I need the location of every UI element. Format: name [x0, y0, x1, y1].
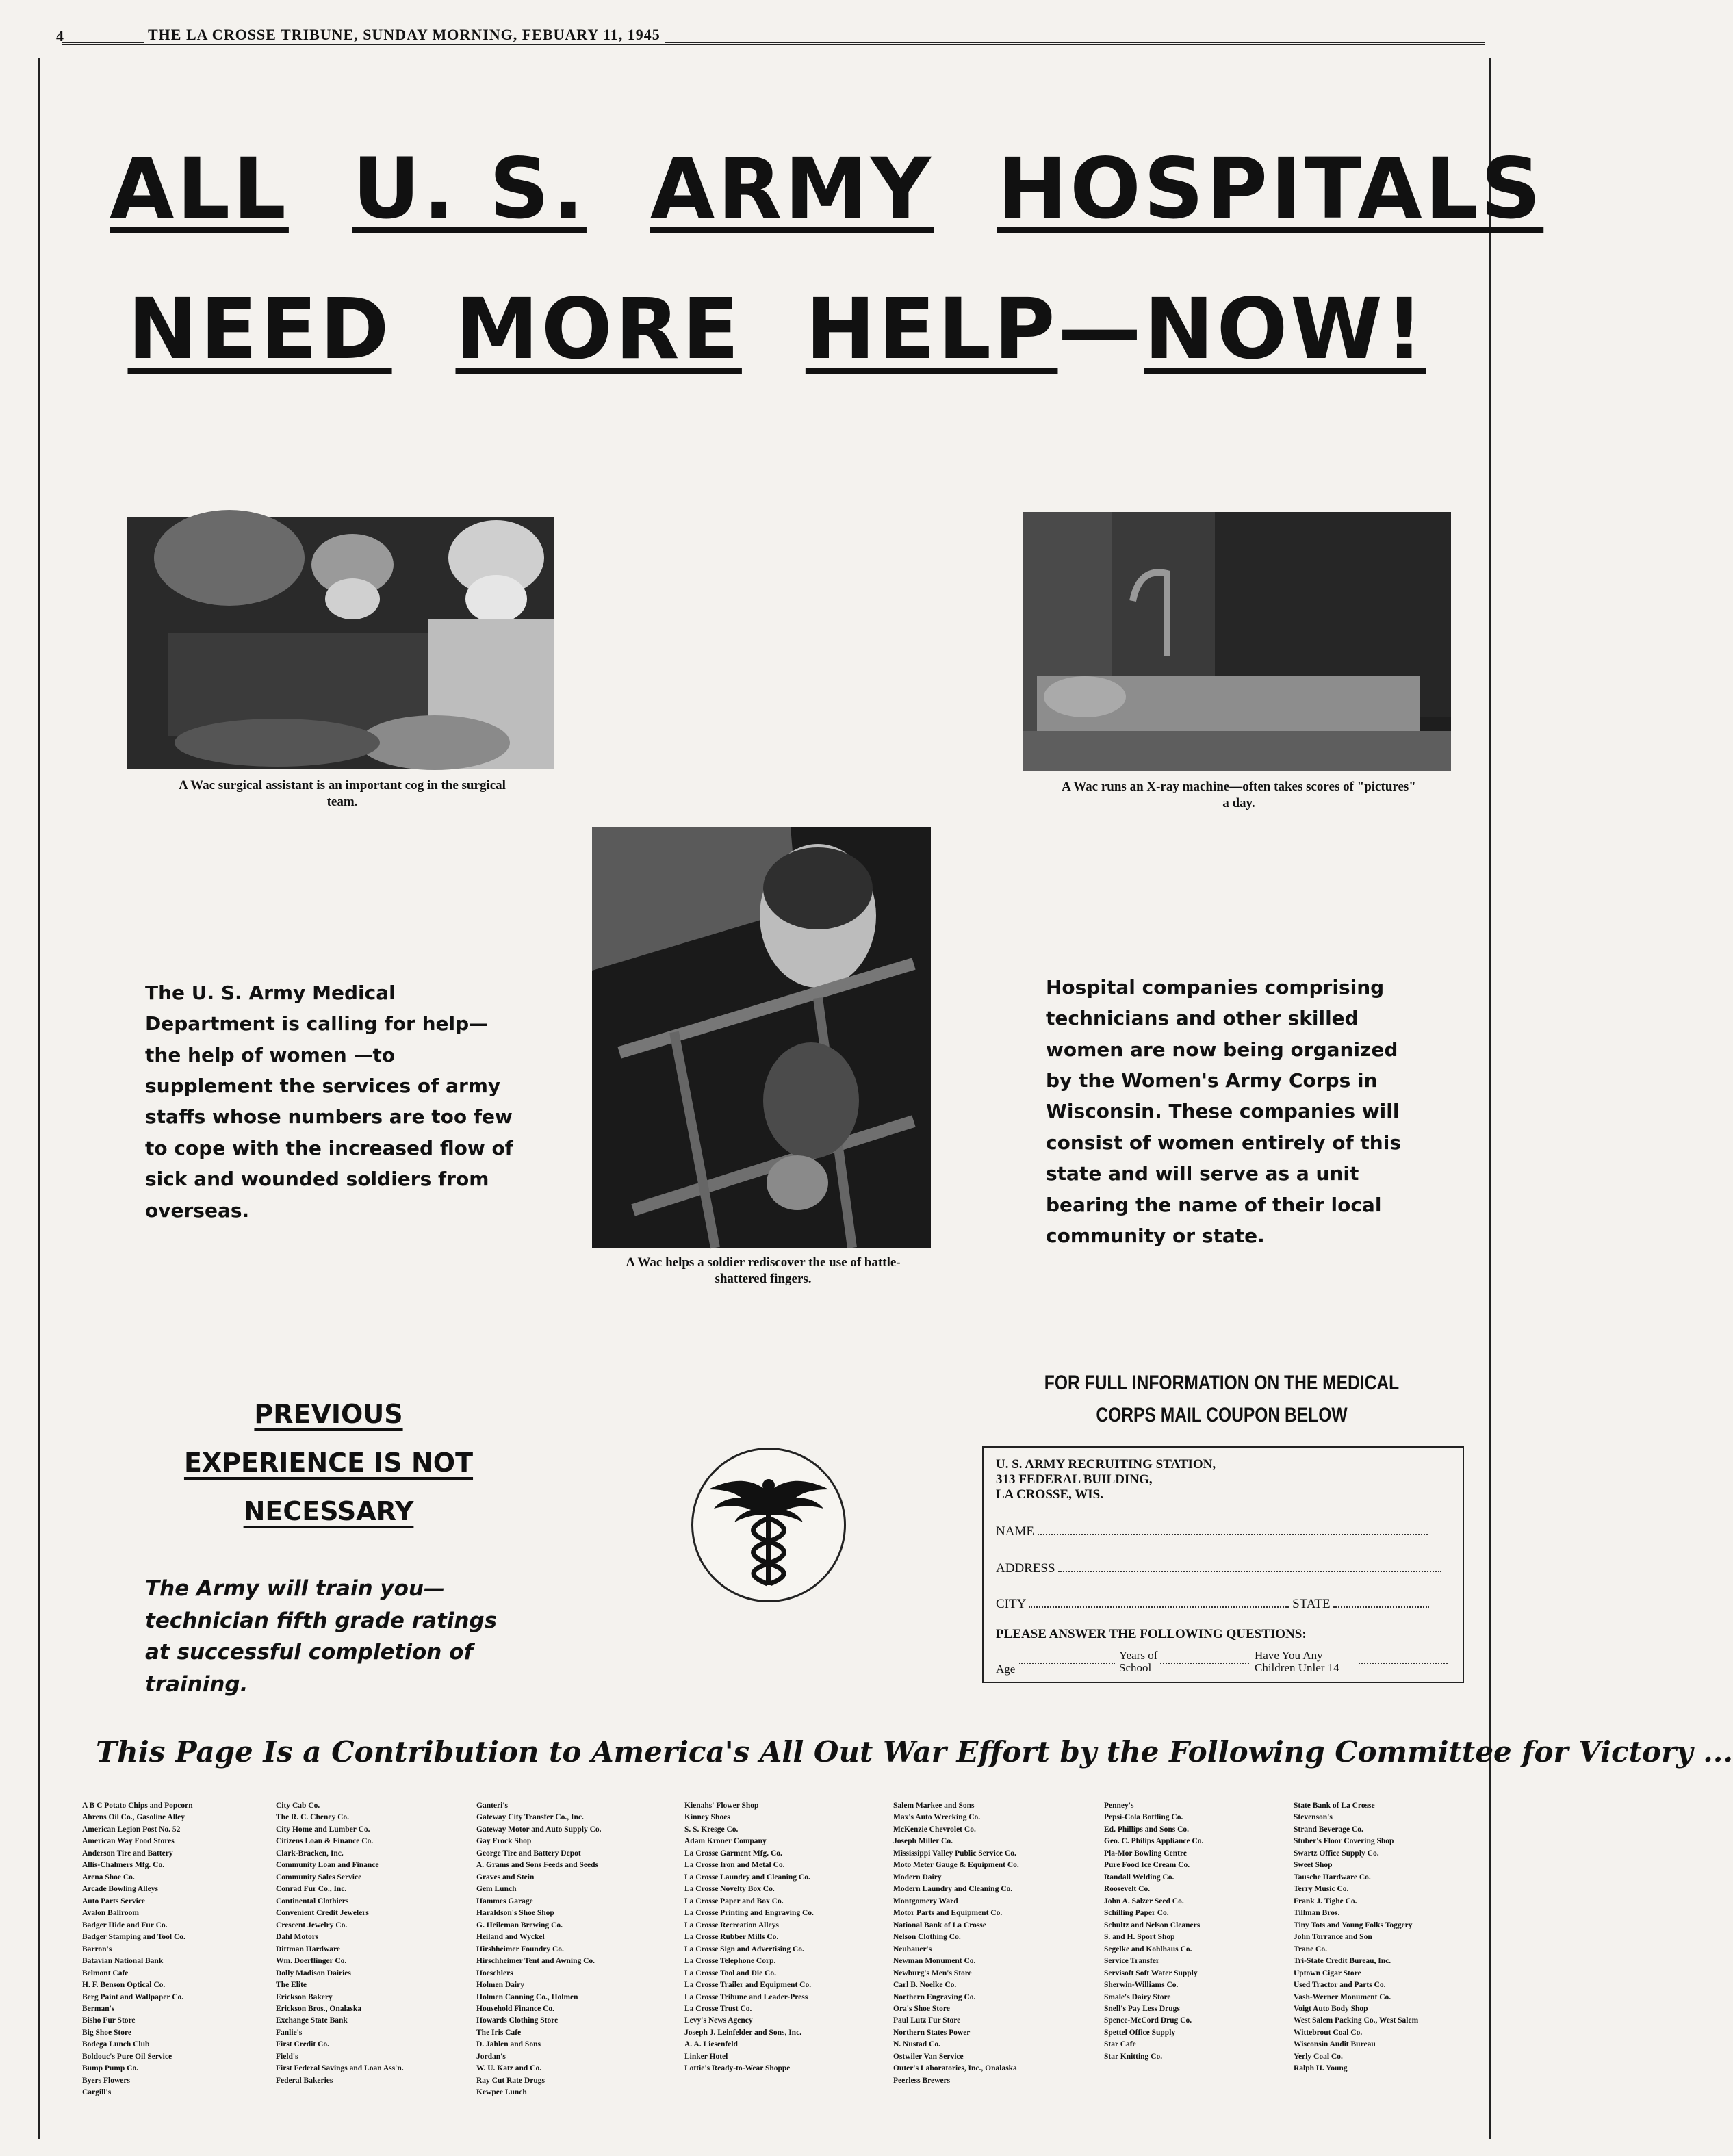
sponsor-name: Smale's Dairy Store [1104, 1992, 1171, 2001]
sponsor-name: Kinney Shoes [684, 1813, 730, 1822]
sponsor-name: Graves and Stein [476, 1873, 535, 1882]
sponsor-name: Montgomery Ward [893, 1897, 958, 1905]
surgical-caption: A Wac surgical assistant is an important cog in the surgical team. [179, 778, 506, 809]
sponsor-name: Nelson Clothing Co. [893, 1933, 961, 1942]
sponsor-name: Holmen Dairy [476, 1981, 524, 1990]
sponsor-name: Spence-McCord Drug Co. [1104, 2016, 1192, 2025]
sponsor-name: Snell's Pay Less Drugs [1104, 2004, 1180, 2013]
xray-photo [1023, 512, 1451, 771]
page-number: 4 [56, 27, 64, 44]
coupon-name-row [996, 1524, 1453, 1539]
sponsor-name: D. Jahlen and Sons [476, 2040, 541, 2049]
sponsor-name: Frank J. Tighe Co. [1294, 1897, 1357, 1905]
headline-word: HELP [805, 281, 1058, 378]
sponsor-name: The R. C. Cheney Co. [276, 1813, 350, 1822]
sponsor-name: Holmen Canning Co., Holmen [476, 1992, 578, 2001]
sponsor-name: Wisconsin Audit Bureau [1294, 2040, 1376, 2049]
sponsor-name: Badger Hide and Fur Co. [82, 1921, 168, 1929]
sponsor-name: Ray Cut Rate Drugs [476, 2076, 545, 2085]
name-label: NAME [996, 1524, 1034, 1539]
sponsor-name: Field's [276, 2052, 298, 2061]
sponsor-name: Lottie's Ready-to-Wear Shoppe [684, 2064, 791, 2073]
sponsor-name: La Crosse Printing and Engraving Co. [684, 1909, 814, 1918]
sponsor-name: Penney's [1104, 1801, 1134, 1810]
sponsor-name: Salem Markee and Sons [893, 1801, 975, 1810]
sponsor-name: S. S. Kresge Co. [684, 1825, 739, 1834]
sponsor-name: La Crosse Laundry and Cleaning Co. [684, 1873, 810, 1882]
sponsor-name: G. Heileman Brewing Co. [476, 1921, 563, 1929]
headline-line-1 [110, 140, 1544, 238]
sponsor-name: Gateway City Transfer Co., Inc. [476, 1813, 584, 1822]
medical-department-copy: The U. S. Army Medical Department is calling for help—the help of women —to supplement the services of army staffs whose numbers are too few to cope with the increased flow of sick and wounded soldiers from overseas. [145, 981, 513, 1222]
sponsor-name: Used Tractor and Parts Co. [1294, 1981, 1386, 1990]
sponsor-name: Joseph Miller Co. [893, 1837, 953, 1846]
sponsor-name: Wittebrout Coal Co. [1294, 2028, 1363, 2037]
sponsor-name: Moto Meter Gauge & Equipment Co. [893, 1861, 1019, 1870]
previous-line-2: EXPERIENCE IS NOT [183, 1448, 474, 1478]
rehabilitation-caption: A Wac helps a soldier rediscover the use of battle-shattered fingers. [626, 1255, 901, 1286]
sponsor-name: Northern States Power [893, 2028, 971, 2037]
headline-word: HOSPITALS [997, 140, 1544, 238]
rehabilitation-photo [592, 827, 931, 1248]
coupon-address-line: 313 FEDERAL BUILDING, [996, 1472, 1153, 1487]
sponsor-name: Ganteri's [476, 1801, 508, 1810]
sponsor-name: A. Grams and Sons Feeds and Seeds [476, 1861, 598, 1870]
sponsor-name: Adam Kroner Company [684, 1837, 767, 1846]
sponsor-name: Modern Dairy [893, 1873, 942, 1882]
sponsor-name: Jordan's [476, 2052, 506, 2061]
sponsor-name: Stevenson's [1294, 1813, 1333, 1822]
sponsor-column [893, 1800, 1088, 2087]
sponsor-name: Modern Laundry and Cleaning Co. [893, 1885, 1013, 1894]
xray-caption: A Wac runs an X-ray machine—often takes scores of "pictures" a day. [1062, 780, 1416, 810]
sponsor-name: Byers Flowers [82, 2076, 130, 2085]
school-years-field[interactable] [1160, 1663, 1249, 1664]
state-label: STATE [1292, 1597, 1331, 1611]
previous-line-3: NECESSARY [243, 1496, 414, 1526]
sponsor-name: Community Loan and Finance [276, 1861, 379, 1870]
headline-word: U. S. [352, 140, 587, 238]
sponsor-name: Arcade Bowling Alleys [82, 1885, 158, 1894]
sponsor-name: Crescent Jewelry Co. [276, 1921, 348, 1929]
sponsor-name: La Crosse Trust Co. [684, 2004, 752, 2013]
sponsor-column [82, 1800, 277, 2099]
city-label: CITY [996, 1597, 1026, 1611]
sponsor-name: Federal Bakeries [276, 2076, 333, 2085]
sponsor-name: Allis-Chalmers Mfg. Co. [82, 1861, 165, 1870]
sponsor-name: Convenient Credit Jewelers [276, 1909, 369, 1918]
sponsor-name: Tillman Bros. [1294, 1909, 1340, 1918]
sponsor-column [276, 1800, 471, 2087]
sponsor-name: Gem Lunch [476, 1885, 517, 1894]
years-label-1: Years of [1119, 1649, 1158, 1662]
sponsor-name: Sherwin-Williams Co. [1104, 1981, 1179, 1990]
sponsor-name: Heiland and Wyckel [476, 1933, 545, 1942]
sponsor-name: Auto Parts Service [82, 1897, 145, 1905]
sponsor-name: H. F. Benson Optical Co. [82, 1981, 166, 1990]
sponsor-name: La Crosse Sign and Advertising Co. [684, 1945, 804, 1953]
sponsor-name: Newman Monument Co. [893, 1957, 976, 1966]
sponsor-name: Linker Hotel [684, 2052, 728, 2061]
sponsor-name: La Crosse Telephone Corp. [684, 1957, 776, 1966]
sponsor-name: Gay Frock Shop [476, 1837, 532, 1846]
sponsor-name: Outer's Laboratories, Inc., Onalaska [893, 2064, 1017, 2073]
sponsor-name: La Crosse Recreation Alleys [684, 1921, 779, 1929]
sponsor-name: Exchange State Bank [276, 2016, 348, 2025]
sponsor-name: Hirschheimer Tent and Awning Co. [476, 1957, 595, 1966]
sponsor-name: Household Finance Co. [476, 2004, 555, 2013]
sponsor-name: Clark-Bracken, Inc. [276, 1849, 344, 1858]
sponsor-name: Kienahs' Flower Shop [684, 1801, 759, 1810]
headline-word: MORE [455, 281, 742, 378]
sponsor-name: Citizens Loan & Finance Co. [276, 1837, 374, 1846]
sponsor-name: Uptown Cigar Store [1294, 1968, 1361, 1977]
sponsor-name: Hoeschlers [476, 1968, 513, 1977]
sponsor-name: Vash-Werner Monument Co. [1294, 1992, 1391, 2001]
previous-line-1: PREVIOUS [254, 1399, 403, 1429]
sponsor-name: Ralph H. Young [1294, 2064, 1348, 2073]
sponsor-name: Hirshheimer Foundry Co. [476, 1945, 564, 1953]
sponsor-name: Dittman Hardware [276, 1945, 341, 1953]
sponsor-name: La Crosse Tribune and Leader-Press [684, 1992, 808, 2001]
sponsor-column [684, 1800, 880, 2075]
full-info-line-2: CORPS MAIL COUPON BELOW [1096, 1403, 1348, 1426]
sponsor-name: National Bank of La Crosse [893, 1921, 986, 1929]
sponsor-name: Community Sales Service [276, 1873, 362, 1882]
sponsor-name: La Crosse Trailer and Equipment Co. [684, 1981, 812, 1990]
sponsor-name: Randall Welding Co. [1104, 1873, 1174, 1882]
sponsor-column [1294, 1800, 1489, 2075]
sponsor-name: Sweet Shop [1294, 1861, 1333, 1870]
sponsor-name: Geo. C. Philips Appliance Co. [1104, 1837, 1204, 1846]
sponsor-name: Pure Food Ice Cream Co. [1104, 1861, 1190, 1870]
address-field[interactable] [1058, 1571, 1441, 1572]
sponsor-name: La Crosse Novelty Box Co. [684, 1885, 775, 1894]
medical-corps-emblem [691, 1448, 846, 1602]
sponsor-name: Bisho Fur Store [82, 2016, 136, 2025]
sponsor-name: La Crosse Iron and Metal Co. [684, 1861, 785, 1870]
sponsor-column [1104, 1800, 1299, 2063]
sponsor-name: The Iris Cafe [476, 2028, 522, 2037]
sponsor-name: Avalon Ballroom [82, 1909, 139, 1918]
headline-word: NOW! [1144, 281, 1426, 378]
sponsor-name: La Crosse Paper and Box Co. [684, 1897, 784, 1905]
headline-word: ALL [110, 140, 289, 238]
sponsor-name: Newburg's Men's Store [893, 1968, 972, 1977]
sponsor-name: Servisoft Soft Water Supply [1104, 1968, 1198, 1977]
sponsor-name: John A. Salzer Seed Co. [1104, 1897, 1184, 1905]
sponsor-name: Carl B. Noelke Co. [893, 1981, 957, 1990]
sponsor-name: Anderson Tire and Battery [82, 1849, 173, 1858]
children-label-2: Children Unler 14 [1255, 1661, 1339, 1674]
name-field[interactable] [1038, 1534, 1428, 1535]
headline-dash: — [1057, 281, 1144, 378]
headline-word: NEED [127, 281, 392, 378]
sponsor-name: Gateway Motor and Auto Supply Co. [476, 1825, 602, 1834]
children-field[interactable] [1359, 1663, 1448, 1664]
sponsor-name: Swartz Office Supply Co. [1294, 1849, 1379, 1858]
sponsor-name: First Federal Savings and Loan Ass'n. [276, 2064, 404, 2073]
sponsor-name: Trane Co. [1294, 1945, 1327, 1953]
sponsor-name: La Crosse Garment Mfg. Co. [684, 1849, 782, 1858]
sponsor-name: Tiny Tots and Young Folks Toggery [1294, 1921, 1413, 1929]
full-information-heading [1012, 1368, 1433, 1431]
training-copy: The Army will train you—technician fifth grade ratings at successful completion of training. [145, 1576, 498, 1697]
sponsor-name: Tausche Hardware Co. [1294, 1873, 1371, 1882]
sponsor-name: Arena Shoe Co. [82, 1873, 135, 1882]
sponsor-name: Motor Parts and Equipment Co. [893, 1909, 1003, 1918]
sponsor-name: Kewpee Lunch [476, 2088, 527, 2097]
years-label-2: School [1119, 1661, 1152, 1674]
sponsor-name: The Elite [276, 1981, 307, 1990]
sponsor-name: S. and H. Sport Shop [1104, 1933, 1175, 1942]
sponsor-name: Strand Beverage Co. [1294, 1825, 1363, 1834]
sponsor-name: A. A. Liesenfeld [684, 2040, 738, 2049]
full-info-line-1: FOR FULL INFORMATION ON THE MEDICAL [1044, 1372, 1400, 1394]
coupon-address-line: U. S. ARMY RECRUITING STATION, [996, 1457, 1216, 1472]
sponsor-name: Schilling Paper Co. [1104, 1909, 1169, 1918]
sponsor-name: Badger Stamping and Tool Co. [82, 1933, 185, 1942]
sponsor-name: West Salem Packing Co., West Salem [1294, 2016, 1419, 2025]
caduceus-icon [693, 1450, 844, 1600]
children-label-1: Have You Any [1255, 1649, 1323, 1662]
sponsor-name: Pla-Mor Bowling Centre [1104, 1849, 1187, 1858]
age-field[interactable] [1019, 1663, 1115, 1664]
sponsor-name: Belmont Cafe [82, 1968, 129, 1977]
coupon-address [996, 1457, 1216, 1502]
sponsor-name: Howards Clothing Store [476, 2016, 559, 2025]
previous-experience-heading [157, 1401, 500, 1524]
sponsor-name: Big Shoe Store [82, 2028, 131, 2037]
age-label: Age [996, 1663, 1016, 1676]
sponsor-name: Conrad Fur Co., Inc. [276, 1885, 347, 1894]
sponsor-name: Bump Pump Co. [82, 2064, 139, 2073]
sponsor-name: Berg Paint and Wallpaper Co. [82, 1992, 184, 2001]
sponsor-name: Continental Clothiers [276, 1897, 349, 1905]
sponsor-name: Batavian National Bank [82, 1957, 164, 1966]
sponsor-name: Dahl Motors [276, 1933, 319, 1942]
sponsor-name: Ostwiler Van Service [893, 2052, 964, 2061]
headline-word: ARMY [650, 140, 934, 238]
sponsor-name: Star Knitting Co. [1104, 2052, 1163, 2061]
headline-line-2 [110, 281, 1444, 378]
sponsor-name: Berman's [82, 2004, 115, 2013]
sponsor-name: Tri-State Credit Bureau, Inc. [1294, 1957, 1391, 1966]
sponsor-name: Hammes Garage [476, 1897, 533, 1905]
sponsor-name: Stuber's Floor Covering Shop [1294, 1837, 1394, 1846]
sponsor-name: American Way Food Stores [82, 1837, 175, 1846]
masthead [56, 26, 1485, 48]
masthead-text: THE LA CROSSE TRIBUNE, SUNDAY MORNING, FEBUARY 11, 1945 [144, 26, 665, 44]
sponsor-name: Fanlie's [276, 2028, 303, 2037]
sponsor-name: Max's Auto Wrecking Co. [893, 1813, 981, 1822]
sponsor-name: Terry Music Co. [1294, 1885, 1349, 1894]
sponsor-name: Boldouc's Pure Oil Service [82, 2052, 172, 2061]
sponsor-name: Erickson Bakery [276, 1992, 333, 2001]
address-label: ADDRESS [996, 1561, 1055, 1576]
sponsor-name: Voigt Auto Body Shop [1294, 2004, 1368, 2013]
sponsor-name: City Cab Co. [276, 1801, 320, 1810]
surgical-team-photo [127, 517, 554, 769]
sponsor-name: Bodega Lunch Club [82, 2040, 150, 2049]
sponsor-name: George Tire and Battery Depot [476, 1849, 581, 1858]
sponsor-name: Joseph J. Leinfelder and Sons, Inc. [684, 2028, 802, 2037]
sponsor-name: Ed. Phillips and Sons Co. [1104, 1825, 1190, 1834]
sponsor-name: Schultz and Nelson Cleaners [1104, 1921, 1201, 1929]
sponsor-name: Northern Engraving Co. [893, 1992, 976, 2001]
contribution-title: This Page Is a Contribution to America's All Out War Effort by the Following Committee for Victory ... [96, 1735, 1733, 1769]
sponsor-name: Mississippi Valley Public Service Co. [893, 1849, 1016, 1858]
sponsor-name: Spettel Office Supply [1104, 2028, 1176, 2037]
sponsor-name: Roosevelt Co. [1104, 1885, 1151, 1894]
mail-coupon [982, 1446, 1464, 1683]
sponsor-column [476, 1800, 671, 2099]
sponsor-name: Wm. Doerflinger Co. [276, 1957, 347, 1966]
sponsor-name: McKenzie Chevrolet Co. [893, 1825, 976, 1834]
sponsor-name: Cargill's [82, 2088, 112, 2097]
sponsor-name: Dolly Madison Dairies [276, 1968, 351, 1977]
sponsor-name: Haraldson's Shoe Shop [476, 1909, 554, 1918]
coupon-address-line: LA CROSSE, WIS. [996, 1487, 1103, 1502]
sponsor-name: First Credit Co. [276, 2040, 330, 2049]
sponsor-name: Levy's News Agency [684, 2016, 753, 2025]
sponsor-name: Barron's [82, 1945, 112, 1953]
city-field[interactable] [1029, 1606, 1289, 1608]
sponsor-name: La Crosse Rubber Mills Co. [684, 1933, 779, 1942]
hospital-companies-copy: Hospital companies comprising technicians and other skilled women are now being organized by the Women's Army Corps in Wisconsin. These companies will consist of women entirely of this state and will serve as a unit bearing the name of their local community or state. [1046, 976, 1401, 1247]
sponsor-name: Erickson Bros., Onalaska [276, 2004, 362, 2013]
sponsor-name: Peerless Brewers [893, 2076, 951, 2085]
sponsor-name: Neubauer's [893, 1945, 932, 1953]
coupon-city-row [996, 1597, 1453, 1612]
coupon-questions-row [996, 1649, 1453, 1679]
sponsor-name: Service Transfer [1104, 1957, 1160, 1966]
sponsor-name: Paul Lutz Fur Store [893, 2016, 961, 2025]
sponsor-name: La Crosse Tool and Die Co. [684, 1968, 776, 1977]
sponsor-name: W. U. Katz and Co. [476, 2064, 542, 2073]
sponsor-name: City Home and Lumber Co. [276, 1825, 370, 1834]
sponsor-name: State Bank of La Crosse [1294, 1801, 1375, 1810]
sponsor-name: John Torrance and Son [1294, 1933, 1372, 1942]
sponsor-name: Segelke and Kohlhaus Co. [1104, 1945, 1192, 1953]
sponsor-name: American Legion Post No. 52 [82, 1825, 181, 1834]
sponsor-name: Ora's Shoe Store [893, 2004, 950, 2013]
sponsor-name: Star Cafe [1104, 2040, 1136, 2049]
sponsor-name: Yerly Coal Co. [1294, 2052, 1343, 2061]
sponsor-name: Pepsi-Cola Bottling Co. [1104, 1813, 1183, 1822]
sponsor-name: A B C Potato Chips and Popcorn [82, 1801, 193, 1810]
sponsor-name: N. Nustad Co. [893, 2040, 941, 2049]
coupon-address-row [996, 1561, 1453, 1576]
state-field[interactable] [1333, 1606, 1429, 1608]
questions-label: PLEASE ANSWER THE FOLLOWING QUESTIONS: [996, 1627, 1307, 1641]
sponsor-name: Ahrens Oil Co., Gasoline Alley [82, 1813, 185, 1822]
